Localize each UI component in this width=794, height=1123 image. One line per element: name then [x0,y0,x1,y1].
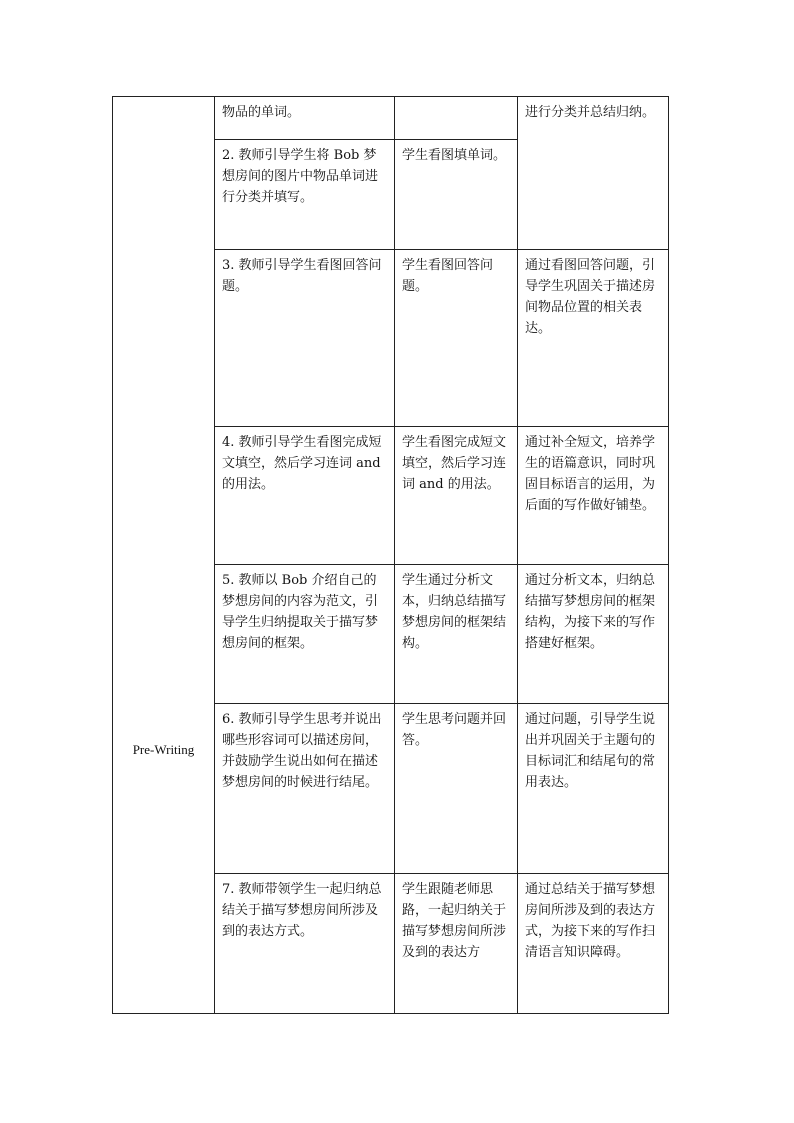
lesson-plan-table [112,96,669,1014]
student-activity-cell: 学生看图完成短文填空，然后学习连词 and 的用法。 [395,427,518,565]
student-activity-cell: 学生看图填单词。 [395,140,518,250]
purpose-cell: 通过分析文本，归纳总结描写梦想房间的框架结构，为接下来的写作搭建好框架。 [518,565,669,704]
purpose-cell: 通过补全短文，培养学生的语篇意识，同时巩固目标语言的运用，为后面的写作做好铺垫。 [518,427,669,565]
teacher-activity-cell: 7. 教师带领学生一起归纳总结关于描写梦想房间所涉及到的表达方式。 [215,874,395,1014]
teacher-activity-cell: 6. 教师引导学生思考并说出哪些形容词可以描述房间，并鼓励学生说出如何在描述梦想房间的时候进行结尾。 [215,704,395,874]
student-activity-cell: 学生跟随老师思路，一起归纳关于描写梦想房间所涉及到的表达方 [395,874,518,1014]
stage-cell [113,97,215,1014]
student-activity-cell [395,97,518,140]
stage-label: Pre-Writing [132,741,195,757]
teacher-activity-cell: 3. 教师引导学生看图回答问题。 [215,250,395,427]
teacher-activity-cell: 2. 教师引导学生将 Bob 梦想房间的图片中物品单词进行分类并填写。 [215,140,395,250]
student-activity-cell: 学生思考问题并回答。 [395,704,518,874]
purpose-cell: 进行分类并总结归纳。 [518,97,669,250]
purpose-cell: 通过看图回答问题，引导学生巩固关于描述房间物品位置的相关表达。 [518,250,669,427]
teacher-activity-cell: 4. 教师引导学生看图完成短文填空，然后学习连词 and 的用法。 [215,427,395,565]
student-activity-cell: 学生通过分析文本，归纳总结描写梦想房间的框架结构。 [395,565,518,704]
teacher-activity-cell: 物品的单词。 [215,97,395,140]
student-activity-cell: 学生看图回答问题。 [395,250,518,427]
teacher-activity-cell: 5. 教师以 Bob 介绍自己的梦想房间的内容为范文，引导学生归纳提取关于描写梦想房间的框架。 [215,565,395,704]
purpose-cell: 通过总结关于描写梦想房间所涉及到的表达方式，为接下来的写作扫清语言知识障碍。 [518,874,669,1014]
purpose-cell: 通过问题，引导学生说出并巩固关于主题句的目标词汇和结尾句的常用表达。 [518,704,669,874]
table-row [113,97,669,140]
